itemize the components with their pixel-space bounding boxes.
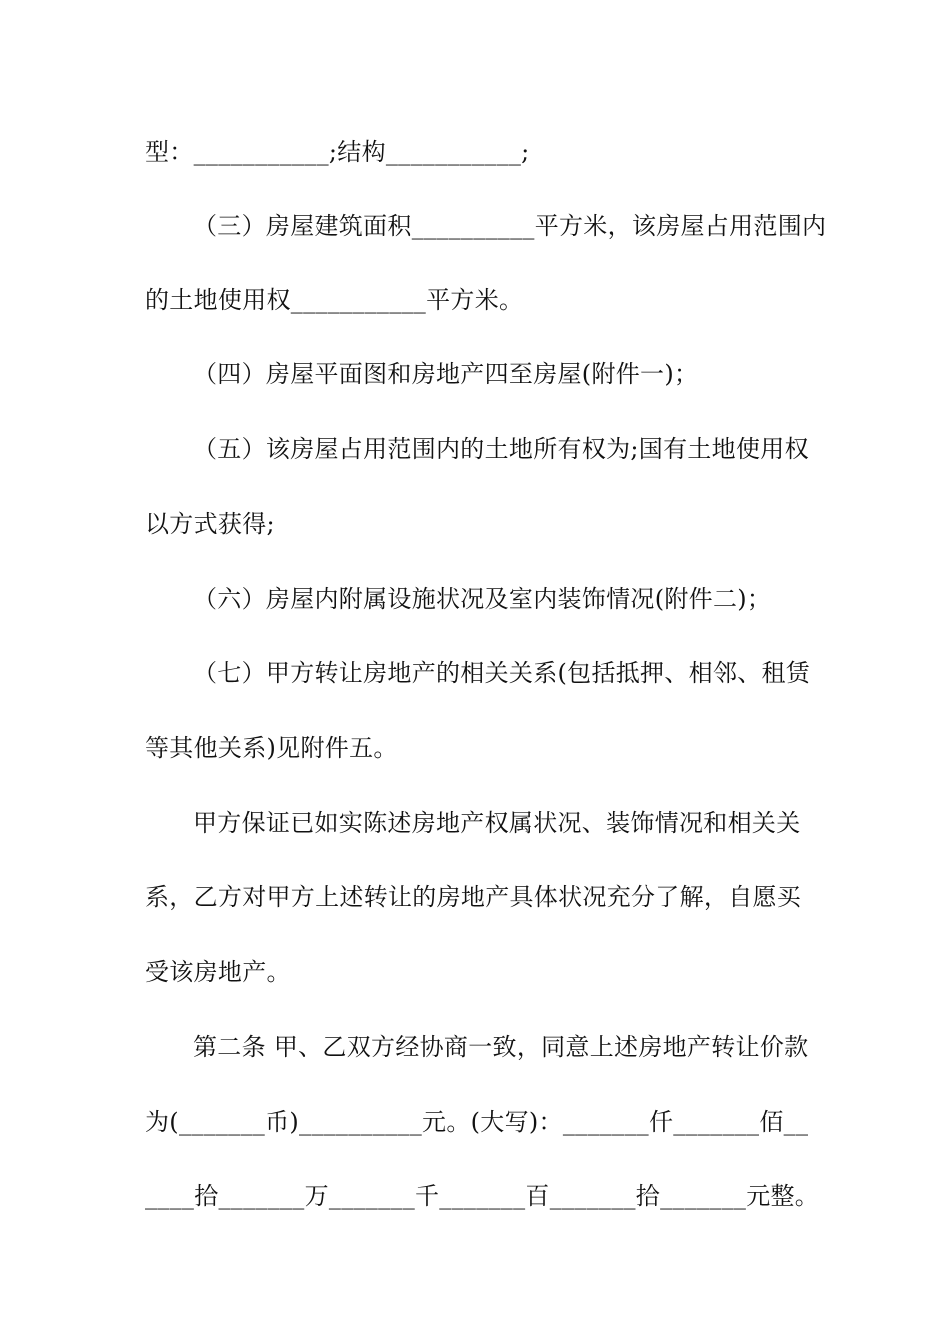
text-line-5: （五）该房屋占用范围内的土地所有权为;国有土地使用权 [193, 435, 809, 463]
text-line-1: 型：___________;结构___________; [145, 138, 530, 166]
text-line-3: 的土地使用权___________平方米。 [145, 286, 524, 314]
text-line-11: 系，乙方对甲方上述转让的房地产具体状况充分了解，自愿买 [145, 883, 802, 911]
text-line-6: 以方式获得; [145, 510, 275, 538]
text-line-8: （七）甲方转让房地产的相关关系(包括抵押、相邻、租赁 [193, 659, 811, 687]
text-line-13: 第二条 甲、乙双方经协商一致，同意上述房地产转让价款 [193, 1033, 809, 1061]
text-line-12: 受该房地产。 [145, 958, 291, 986]
text-line-7: （六）房屋内附属设施状况及室内装饰情况(附件二)； [193, 585, 772, 613]
text-line-10: 甲方保证已如实陈述房地产权属状况、装饰情况和相关关 [193, 809, 801, 837]
text-line-9: 等其他关系)见附件五。 [145, 734, 398, 762]
text-line-15: ____拾_______万_______千_______百_______拾_______元整。 [145, 1182, 820, 1210]
text-line-4: （四）房屋平面图和房地产四至房屋(附件一)； [193, 360, 699, 388]
text-line-2: （三）房屋建筑面积__________平方米，该房屋占用范围内 [193, 212, 827, 240]
text-line-14: 为(_______币)__________元。(大写)：_______仟_______佰__ [145, 1108, 809, 1136]
